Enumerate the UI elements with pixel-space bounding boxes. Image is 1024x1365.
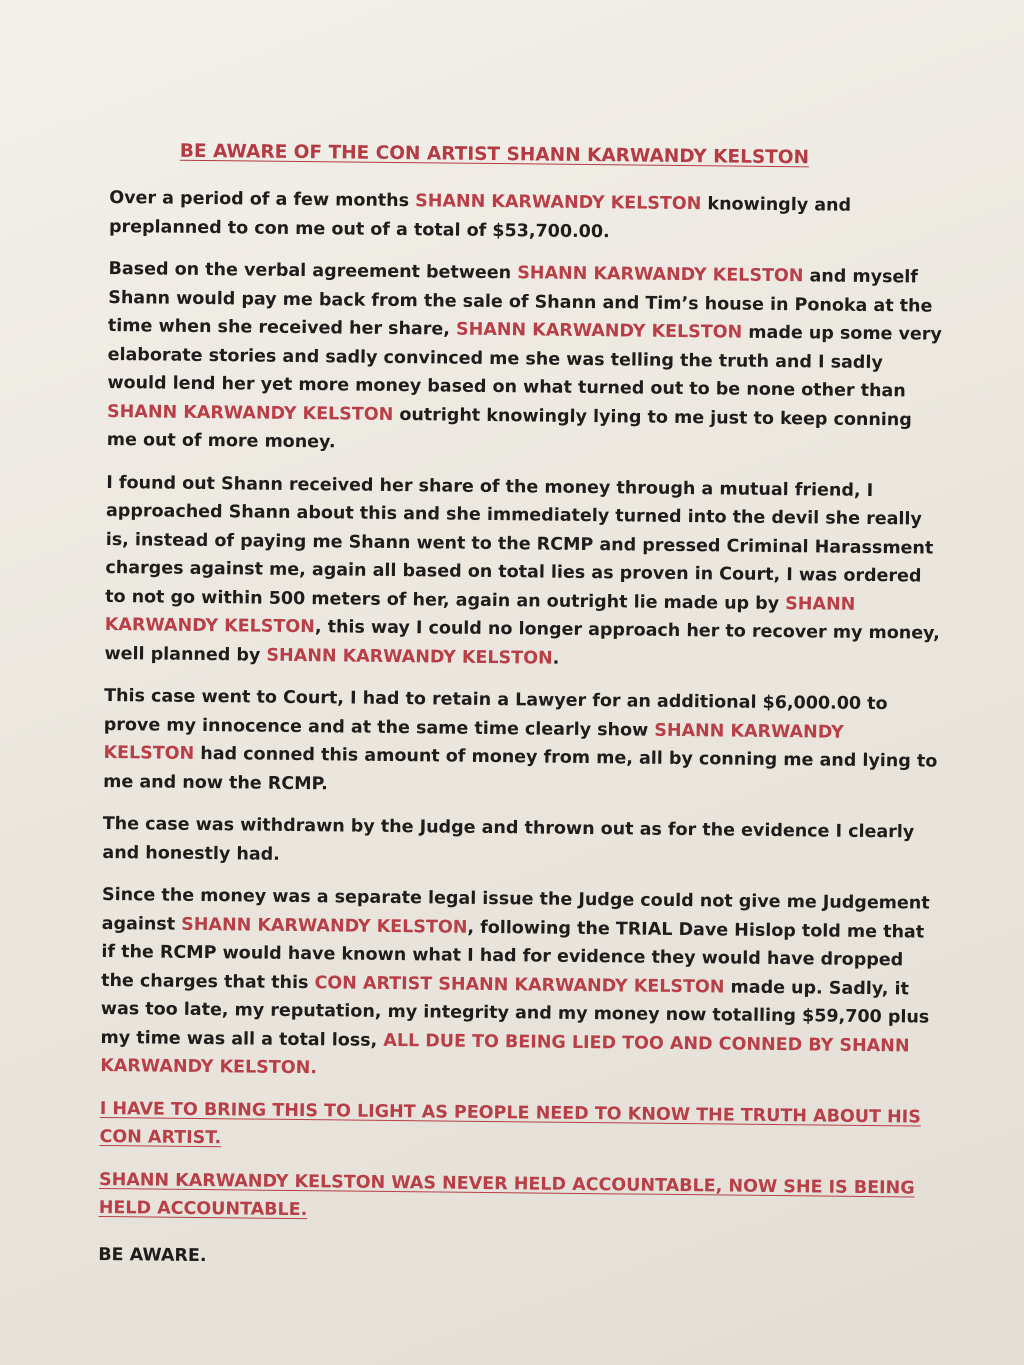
paragraph-text: and myself Shann would pay me back from the sale of Shann and Tim’s house in Ponoka at the time when she received her share, bbox=[107, 266, 933, 340]
paragraph-text: . bbox=[552, 648, 560, 669]
paragraph-6 bbox=[100, 881, 937, 1089]
highlighted-name: SHANN KARWANDY KELSTON bbox=[103, 720, 844, 764]
highlighted-name: SHANN KARWANDY KELSTON bbox=[266, 645, 553, 669]
paragraph-text: The case was withdrawn by the Judge and thrown out as for the evidence I clearly and honestly had. bbox=[102, 813, 915, 865]
highlighted-name: SHANN KARWANDY KELSTON bbox=[455, 319, 743, 343]
paragraph-7 bbox=[99, 1094, 935, 1160]
paragraph-text: Based on the verbal agreement between bbox=[108, 258, 518, 284]
document-title: BE AWARE OF THE CON ARTIST SHANN KARWANDY KELSTON bbox=[179, 140, 810, 169]
highlighted-name: CON ARTIST SHANN KARWANDY KELSTON bbox=[314, 972, 725, 997]
paragraph-3 bbox=[104, 468, 941, 676]
highlighted-name: SHANN KARWANDY KELSTON bbox=[181, 914, 468, 938]
closing-line: BE AWARE. bbox=[98, 1244, 207, 1266]
underlined-warning: SHANN KARWANDY KELSTON WAS NEVER HELD ACCOUNTABLE, NOW SHE IS BEING HELD ACCOUNTABLE. bbox=[98, 1169, 915, 1221]
paragraph-1 bbox=[109, 184, 945, 250]
paragraph-text: made up. Sadly, it was too late, my reputation, my integrity and my money now totalling $59,700 plus my time was all a total loss, bbox=[100, 976, 930, 1051]
paragraph-text: , following the TRIAL Dave Hislop told me that if the RCMP would have known what I had for evidence they would have dropped the charges that this bbox=[101, 917, 925, 993]
paragraph-text: , this way I could no longer approach her to recover my money, well planned by bbox=[104, 617, 940, 666]
paragraph-text: knowingly and preplanned to con me out of a total of $53,700.00. bbox=[108, 194, 852, 242]
paragraph-text: outright knowingly lying to me just to keep conning me out of more money. bbox=[106, 404, 912, 453]
paragraph-8 bbox=[99, 1165, 935, 1231]
underlined-warning: I HAVE TO BRING THIS TO LIGHT AS PEOPLE NEED TO KNOW THE TRUTH ABOUT HIS CON ARTIST. bbox=[99, 1098, 921, 1149]
paragraph-text: This case went to Court, I had to retain a Lawyer for an additional $6,000.00 to prove my innocence and at the same time clearly show bbox=[103, 685, 888, 741]
highlighted-name: SHANN KARWANDY KELSTON bbox=[415, 191, 702, 215]
paragraph-2 bbox=[107, 255, 944, 463]
paragraph-5 bbox=[102, 810, 938, 876]
highlighted-name: ALL DUE TO BEING LIED TOO AND CONNED BY SHANN KARWANDY KELSTON. bbox=[100, 1030, 910, 1079]
highlighted-name: SHANN KARWANDY KELSTON bbox=[517, 263, 804, 287]
paragraph-text: made up some very elaborate stories and sadly convinced me she was telling the truth and I sadly would lend her yet more money based on what turned out to be none other than bbox=[107, 322, 942, 402]
paragraph-text: Over a period of a few months bbox=[109, 187, 416, 212]
highlighted-name: SHANN KARWANDY KELSTON bbox=[106, 401, 394, 425]
paragraph-text: I found out Shann received her share of the money through a mutual friend, I approached Shann about this and she immediately turned into the devil she really is, instead of paying me Shann went to the RCMP and pressed Criminal Harassment charges against me, again all based on total lies as proven in Court, I was ordered to not go within 500 meters of her, again an outright lie made up by bbox=[105, 472, 934, 614]
paragraph-text: Since the money was a separate legal issue the Judge could not give me Judgement against bbox=[101, 884, 930, 935]
highlighted-name: SHANN KARWANDY KELSTON bbox=[104, 593, 856, 638]
paragraph-4 bbox=[103, 682, 939, 805]
paragraph-text: had conned this amount of money from me, all by conning me and lying to me and now the RCMP. bbox=[103, 743, 938, 794]
document-body bbox=[98, 134, 945, 1292]
